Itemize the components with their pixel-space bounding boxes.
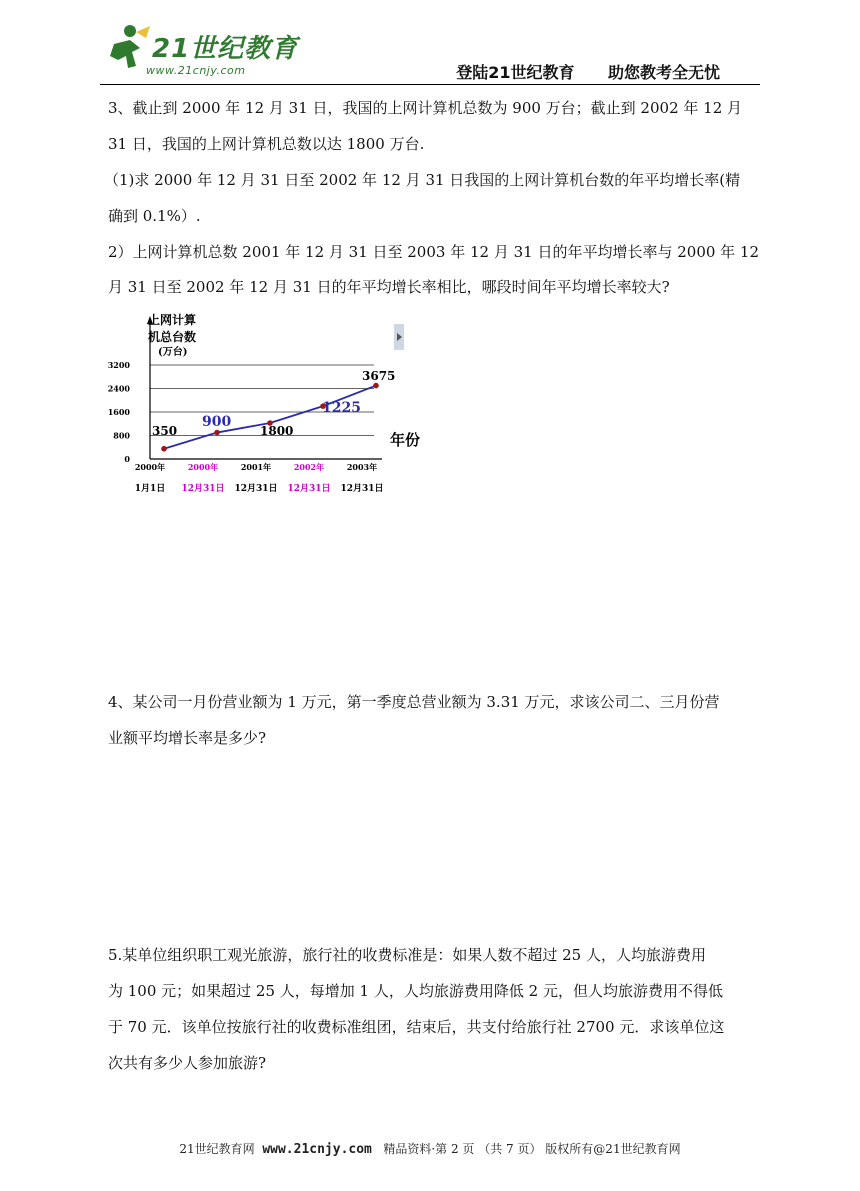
header-tagline xyxy=(456,60,720,83)
logo-url: www.21cnjy.com xyxy=(146,64,246,77)
data-label-4: 3675 xyxy=(362,369,396,383)
footer-left: 21世纪教育网 xyxy=(179,1142,263,1156)
x-tick-year-4: 2003年 xyxy=(346,462,378,472)
page-footer xyxy=(0,1140,860,1157)
line-chart xyxy=(107,310,421,498)
y-axis-title-line-2: 机总台数 xyxy=(148,330,197,344)
x-tick-year-0: 2000年 xyxy=(134,462,166,472)
question-3-line-2: 31 日，我国的上网计算机总数以达 1800 万台. xyxy=(108,135,425,153)
x-tick-year-1: 2000年 xyxy=(187,462,219,472)
question-4-line-2: 业额平均增长率是多少? xyxy=(108,729,267,747)
y-axis-title-line-1: 上网计算 xyxy=(148,313,197,327)
y-tick-label-3200: 3200 xyxy=(107,360,130,370)
data-point-0 xyxy=(161,446,167,452)
header-divider xyxy=(100,84,760,85)
x-axis-title: 年份 xyxy=(390,431,421,449)
question-3-part-2-line-2: 月 31 日至 2002 年 12 月 31 日的年平均增长率相比，哪段时间年平均增长率较大? xyxy=(108,278,670,296)
x-tick-date-1: 12月31日 xyxy=(181,484,225,494)
x-tick-date-0: 1月1日 xyxy=(134,484,166,494)
question-5-line-2: 为 100 元；如果超过 25 人，每增加 1 人，人均旅游费用降低 2 元，但人均旅游费用不得低 xyxy=(108,982,723,1000)
y-tick-label-1600: 1600 xyxy=(107,407,130,417)
x-tick-year-2: 2001年 xyxy=(240,462,272,472)
question-3-part-2-line-1: 2）上网计算机总数 2001 年 12 月 31 日至 2003 年 12 月 31 日的年平均增长率与 2000 年 12 xyxy=(108,243,760,261)
y-tick-label-2400: 2400 xyxy=(107,383,130,394)
question-5-line-4: 次共有多少人参加旅游? xyxy=(108,1054,267,1072)
x-tick-date-3: 12月31日 xyxy=(287,484,331,494)
tagline-slogan: 助您教考全无忧 xyxy=(607,63,720,82)
page-header xyxy=(100,18,760,88)
question-3-part-1-line-1: （1)求 2000 年 12 月 31 日至 2002 年 12 月 31 日我国的上网计算机台数的年平均增长率(精 xyxy=(104,171,741,189)
data-label-2: 1800 xyxy=(260,424,294,438)
logo xyxy=(100,22,300,82)
y-axis-unit: (万台) xyxy=(158,347,188,358)
question-5-line-3: 于 70 元．该单位按旅行社的收费标准组团，结束后，共支付给旅行社 2700 元．求该单位这 xyxy=(108,1018,725,1036)
x-tick-year-3: 2002年 xyxy=(293,462,325,472)
data-label-1: 900 xyxy=(202,414,232,430)
question-3-line-1: 3、截止到 2000 年 12 月 31 日，我国的上网计算机总数为 900 万台；截止到 2002 年 12 月 xyxy=(108,99,743,117)
data-label-0: 350 xyxy=(152,424,178,438)
tagline-login: 登陆21世纪教育 xyxy=(456,63,575,82)
footer-site-link[interactable]: www.21cnjy.com xyxy=(262,1142,372,1157)
logo-title: 21世纪教育 xyxy=(152,34,299,64)
data-point-1 xyxy=(214,430,220,436)
x-tick-date-2: 12月31日 xyxy=(234,484,278,494)
data-label-3: 1225 xyxy=(322,400,361,416)
question-3-part-1-line-2: 确到 0.1%）. xyxy=(108,207,201,225)
series-line xyxy=(164,386,376,449)
data-point-4 xyxy=(373,383,379,389)
footer-right: 精品资料·第 2 页 （共 7 页） 版权所有@21世纪教育网 xyxy=(371,1142,681,1156)
runner-logo-icon xyxy=(100,22,152,74)
y-tick-label-800: 800 xyxy=(113,430,130,441)
y-tick-label-0: 0 xyxy=(124,454,130,464)
question-5-line-1: 5.某单位组织职工观光旅游，旅行社的收费标准是：如果人数不超过 25 人，人均旅游费用 xyxy=(108,946,706,964)
question-4-line-1: 4、某公司一月份营业额为 1 万元，第一季度总营业额为 3.31 万元，求该公司二、三月份营 xyxy=(108,693,720,711)
x-tick-date-4: 12月31日 xyxy=(340,484,384,494)
